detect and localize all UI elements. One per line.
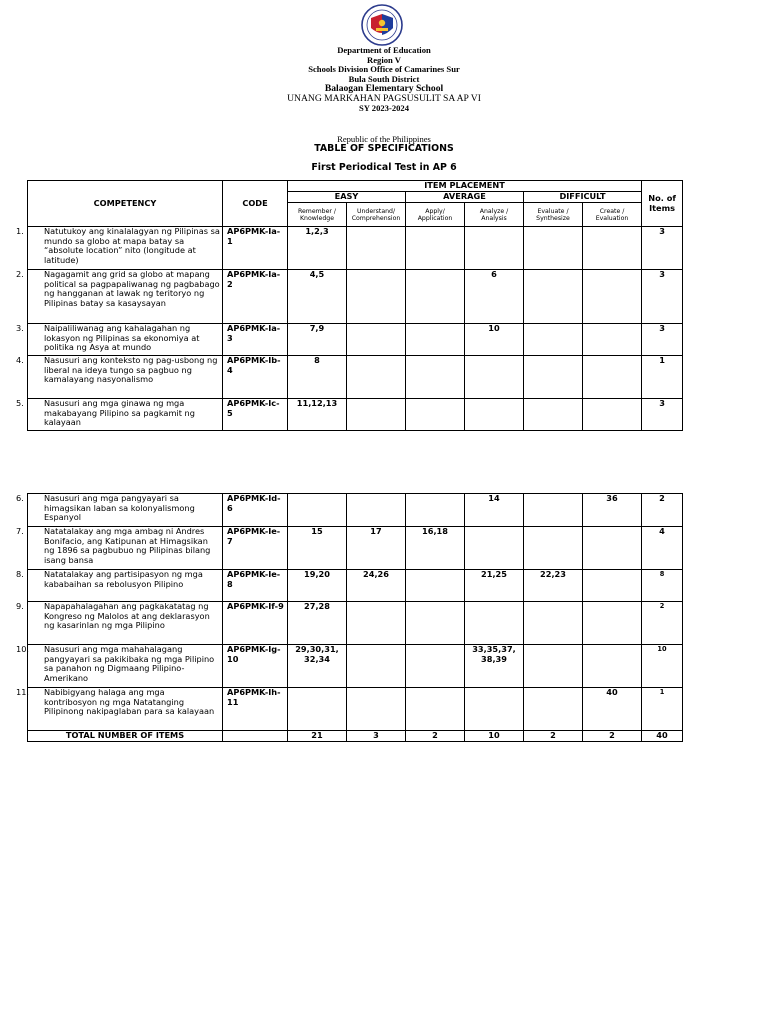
document-header (0, 46, 768, 113)
deped-seal-icon (357, 4, 407, 46)
evaluate-cell (524, 494, 583, 527)
code-cell: AP6PMK-Ib-4 (223, 356, 288, 399)
competency-number: 7. (16, 526, 24, 536)
total-create: 2 (583, 731, 642, 742)
create-cell (583, 270, 642, 324)
code-cell: AP6PMK-Ia-2 (223, 270, 288, 324)
competency-text: Nasusuri ang mga pangyayari sa himagsikan laban sa kolonyalismong Espanyol (44, 493, 195, 523)
department-name: Department of Education (337, 45, 431, 55)
totals-code (223, 731, 288, 742)
apply-cell (406, 324, 465, 356)
understand-cell (347, 399, 406, 431)
understand-cell (347, 356, 406, 399)
understand-cell (347, 494, 406, 527)
understand-cell: 24,26 (347, 570, 406, 602)
evaluate-cell (524, 356, 583, 399)
analyze-cell: 14 (465, 494, 524, 527)
code-cell: AP6PMK-Ia-1 (223, 227, 288, 270)
competency-cell (16, 644, 223, 688)
evaluate-cell (524, 602, 583, 645)
evaluate-cell (524, 688, 583, 731)
remember-cell: 29,30,31, 32,34 (288, 645, 347, 688)
no-items-cell: 2 (642, 602, 683, 645)
no-items-cell: 3 (642, 227, 683, 270)
school-name: Balaogan Elementary School (324, 83, 444, 95)
competency-number: 5. (16, 398, 24, 408)
competency-number: 9. (16, 601, 24, 611)
create-cell: 40 (583, 688, 642, 731)
competency-number: 11. (16, 687, 30, 697)
create-cell (583, 602, 642, 645)
item-placement-header: ITEM PLACEMENT (288, 181, 642, 192)
no-items-header: No. of Items (642, 181, 683, 227)
tos-body-part-1 (16, 226, 683, 431)
code-cell: AP6PMK-Ie-7 (223, 527, 288, 570)
competency-number: 10. (16, 644, 30, 654)
understand-cell: 17 (347, 527, 406, 570)
competency-text: Nasusuri ang mga ginawa ng mga makabayang Pilipino sa pagkamit ng kalayaan (44, 398, 195, 428)
remember-cell: 8 (288, 356, 347, 399)
total-analyze: 10 (465, 731, 524, 742)
competency-text: Nasusuri ang konteksto ng pag-usbong ng liberal na ideya tungo sa pagbuo ng kamalayang nasyonalismo (44, 355, 218, 385)
apply-cell (406, 270, 465, 324)
competency-text: Natatalakay ang mga ambag ni Andres Bonifacio, ang Katipunan at Himagsikan ng 1896 sa pagbubuo ng Pilipinas bilang isang bansa (44, 526, 211, 565)
no-items-cell: 3 (642, 399, 683, 431)
competency-text: Napapahalagahan ang pagkakatatag ng Kongreso ng Malolos at ang deklarasyon ng kasarinlan ng mga Pilipino (44, 601, 210, 631)
analyze-cell (465, 356, 524, 399)
competency-text: Nagagamit ang grid sa globo at mapang political sa pagpapaliwanag ng pagbabago ng hangganan at lawak ng teritoryo ng Pilipinas batay sa kasaysayan (44, 269, 220, 308)
apply-cell (406, 602, 465, 645)
competency-text: Naipaliliwanag ang kahalagahan ng lokasyon ng Pilipinas sa ekonomiya at politika ng Asya at mundo (44, 323, 200, 353)
competency-cell (16, 569, 223, 602)
competency-cell (16, 526, 223, 570)
analyze-cell (465, 527, 524, 570)
understand-cell (347, 645, 406, 688)
competency-number: 2. (16, 269, 24, 279)
level-header: Analyze / Analysis (465, 203, 524, 227)
analyze-cell: 6 (465, 270, 524, 324)
level-header: Remember / Knowledge (288, 203, 347, 227)
code-cell: AP6PMK-Ic-5 (223, 399, 288, 431)
create-cell (583, 324, 642, 356)
page-title: TABLE OF SPECIFICATIONS (314, 143, 454, 154)
competency-cell (16, 323, 223, 356)
table-row (28, 645, 683, 688)
apply-cell (406, 356, 465, 399)
evaluate-cell (524, 227, 583, 270)
apply-cell (406, 494, 465, 527)
apply-cell (406, 645, 465, 688)
tos-table-part-2 (16, 493, 683, 742)
create-cell (583, 527, 642, 570)
exam-title: UNANG MARKAHAN PAGSUSULIT SA AP VI (287, 92, 481, 104)
remember-cell: 19,20 (288, 570, 347, 602)
remember-cell: 4,5 (288, 270, 347, 324)
create-cell (583, 645, 642, 688)
totals-label: TOTAL NUMBER OF ITEMS (28, 731, 223, 742)
difficult-header: DIFFICULT (524, 192, 642, 203)
apply-cell: 16,18 (406, 527, 465, 570)
total-evaluate: 2 (524, 731, 583, 742)
no-items-cell: 3 (642, 270, 683, 324)
competency-text: Nabibigyang halaga ang mga kontribosyon ng mga Natatanging Pilipinong nakipaglaban para sa kalayaan (44, 687, 215, 717)
competency-header: COMPETENCY (28, 181, 223, 227)
analyze-cell (465, 227, 524, 270)
table-row (28, 688, 683, 731)
understand-cell (347, 324, 406, 356)
analyze-cell: 33,35,37, 38,39 (465, 645, 524, 688)
code-cell: AP6PMK-Ia-3 (223, 324, 288, 356)
table-row (28, 399, 683, 431)
no-items-cell: 1 (642, 688, 683, 731)
remember-cell: 11,12,13 (288, 399, 347, 431)
level-header: Evaluate / Synthesize (524, 203, 583, 227)
remember-cell: 7,9 (288, 324, 347, 356)
understand-cell (347, 270, 406, 324)
understand-cell (347, 602, 406, 645)
create-cell (583, 227, 642, 270)
code-cell: AP6PMK-Ie-8 (223, 570, 288, 602)
table-row (28, 494, 683, 527)
code-cell: AP6PMK-Ih-11 (223, 688, 288, 731)
competency-number: 1. (16, 226, 24, 236)
page-subtitle: First Periodical Test in AP 6 (311, 162, 457, 173)
create-cell (583, 570, 642, 602)
no-items-cell: 1 (642, 356, 683, 399)
level-header: Apply/ Application (406, 203, 465, 227)
understand-cell (347, 227, 406, 270)
remember-cell (288, 688, 347, 731)
analyze-cell (465, 688, 524, 731)
create-cell: 36 (583, 494, 642, 527)
region-name: Region V (367, 54, 401, 65)
competency-cell (16, 601, 223, 645)
tos-body-part-2 (16, 493, 683, 731)
no-items-cell: 4 (642, 527, 683, 570)
total-remember: 21 (288, 731, 347, 742)
competency-text: Natutukoy ang kinalalagyan ng Pilipinas sa mundo sa globo at mapa batay sa “absolute location” nito (longitude at latitude) (44, 226, 220, 265)
table-row (28, 324, 683, 356)
district-name: Bula South District (348, 73, 420, 84)
code-header: CODE (223, 181, 288, 227)
competency-cell (16, 355, 223, 399)
analyze-cell: 10 (465, 324, 524, 356)
competency-text: Natatalakay ang partisipasyon ng mga kababaihan sa rebolusyon Pilipino (44, 569, 203, 589)
apply-cell (406, 399, 465, 431)
competency-cell (16, 493, 223, 527)
evaluate-cell (524, 645, 583, 688)
table-row (28, 270, 683, 324)
understand-cell (347, 688, 406, 731)
evaluate-cell (524, 324, 583, 356)
competency-number: 8. (16, 569, 24, 579)
evaluate-cell: 22,23 (524, 570, 583, 602)
competency-number: 3. (16, 323, 24, 333)
competency-cell (16, 226, 223, 270)
competency-cell (16, 269, 223, 324)
apply-cell (406, 688, 465, 731)
total-understand: 3 (347, 731, 406, 742)
remember-cell: 15 (288, 527, 347, 570)
apply-cell (406, 227, 465, 270)
totals-row (28, 731, 683, 742)
apply-cell (406, 570, 465, 602)
competency-cell (16, 398, 223, 431)
analyze-cell: 21,25 (465, 570, 524, 602)
table-row (28, 356, 683, 399)
create-cell (583, 356, 642, 399)
evaluate-cell (524, 270, 583, 324)
table-row (28, 570, 683, 602)
level-header: Create / Evaluation (583, 203, 642, 227)
code-cell: AP6PMK-Id-6 (223, 494, 288, 527)
average-header: AVERAGE (406, 192, 524, 203)
tos-table-part-1 (16, 180, 683, 431)
analyze-cell (465, 602, 524, 645)
competency-text: Nasusuri ang mga mahahalagang pangyayari sa pakikibaka ng mga Pilipino sa panahon ng Digmaang Pilipino-Amerikano (44, 644, 215, 683)
competency-number: 4. (16, 355, 24, 365)
remember-cell: 27,28 (288, 602, 347, 645)
evaluate-cell (524, 399, 583, 431)
analyze-cell (465, 399, 524, 431)
no-items-cell: 10 (642, 645, 683, 688)
code-cell: AP6PMK-Ig-10 (223, 645, 288, 688)
division-name: Schools Division Office of Camarines Sur (308, 64, 460, 75)
total-items: 40 (642, 731, 683, 742)
total-apply: 2 (406, 731, 465, 742)
table-row (28, 527, 683, 570)
competency-cell (16, 687, 223, 731)
level-header: Understand/ Comprehension (347, 203, 406, 227)
no-items-cell: 2 (642, 494, 683, 527)
no-items-cell: 3 (642, 324, 683, 356)
competency-number: 6. (16, 493, 24, 503)
remember-cell: 1,2,3 (288, 227, 347, 270)
republic-line: Republic of the Philippines (337, 134, 431, 144)
school-year: SY 2023-2024 (358, 102, 410, 113)
evaluate-cell (524, 527, 583, 570)
create-cell (583, 399, 642, 431)
remember-cell (288, 494, 347, 527)
code-cell: AP6PMK-If-9 (223, 602, 288, 645)
table-row (28, 227, 683, 270)
no-items-cell: 8 (642, 570, 683, 602)
easy-header: EASY (288, 192, 406, 203)
table-row (28, 602, 683, 645)
